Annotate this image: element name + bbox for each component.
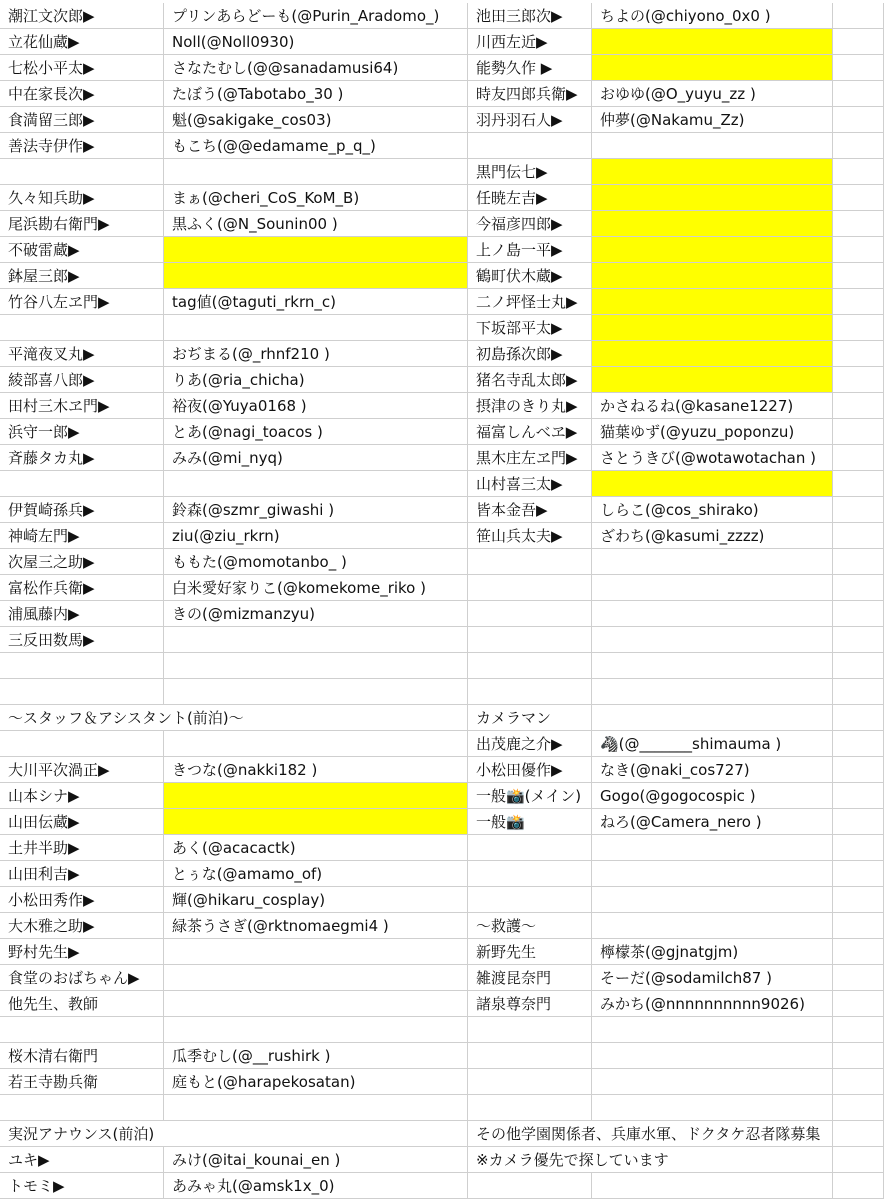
table-row: [0, 1095, 884, 1121]
cell-character[interactable]: [0, 1017, 164, 1043]
table-row: [0, 211, 884, 237]
cell-extra[interactable]: [833, 1069, 884, 1095]
cell-character[interactable]: 大川平次渦正▶: [0, 757, 164, 783]
cell-extra[interactable]: [833, 341, 884, 367]
cell-cast-b[interactable]: [592, 367, 833, 393]
cell-cast[interactable]: ziu(@ziu_rkrn): [164, 523, 468, 549]
cell-character-b[interactable]: 笹山兵太夫▶: [468, 523, 592, 549]
table-row: [0, 55, 884, 81]
table-row: [0, 549, 884, 575]
table-row: [0, 289, 884, 315]
cell-extra[interactable]: [833, 471, 884, 497]
table-row: [0, 263, 884, 289]
cell-cast-b[interactable]: 猫葉ゆず(@yuzu_poponzu): [592, 419, 833, 445]
cell-character-b[interactable]: その他学園関係者、兵庫水軍、ドクタケ忍者隊募集: [468, 1121, 592, 1147]
cell-cast-b[interactable]: [592, 211, 833, 237]
table-row: [0, 419, 884, 445]
cell-character-b[interactable]: カメラマン: [468, 705, 592, 731]
cell-character[interactable]: 小松田秀作▶: [0, 887, 164, 913]
cell-character[interactable]: 食満留三郎▶: [0, 107, 164, 133]
cell-character-b[interactable]: 鶴町伏木蔵▶: [468, 263, 592, 289]
table-row: [0, 315, 884, 341]
cell-cast[interactable]: [164, 809, 468, 835]
cell-character[interactable]: 伊賀崎孫兵▶: [0, 497, 164, 523]
cell-character[interactable]: 潮江文次郎▶: [0, 3, 164, 29]
cell-cast-b[interactable]: [592, 29, 833, 55]
table-row: [0, 627, 884, 653]
cell-extra[interactable]: [833, 913, 884, 939]
cell-extra[interactable]: [833, 445, 884, 471]
cell-character-b[interactable]: 池田三郎次▶: [468, 3, 592, 29]
cell-extra[interactable]: [833, 575, 884, 601]
cell-character[interactable]: ユキ▶: [0, 1147, 164, 1173]
cell-character-b[interactable]: 〜救護〜: [468, 913, 592, 939]
cell-cast-b[interactable]: [592, 471, 833, 497]
cell-character-b[interactable]: 諸泉尊奈門: [468, 991, 592, 1017]
cell-character[interactable]: 山田利吉▶: [0, 861, 164, 887]
cell-cast-b[interactable]: [592, 289, 833, 315]
cell-extra[interactable]: [833, 497, 884, 523]
cell-character[interactable]: 斉藤タカ丸▶: [0, 445, 164, 471]
cell-cast[interactable]: [164, 315, 468, 341]
table-row: [0, 679, 884, 705]
table-row: [0, 965, 884, 991]
cell-cast[interactable]: [164, 263, 468, 289]
cell-character[interactable]: 野村先生▶: [0, 939, 164, 965]
cell-extra[interactable]: [833, 1095, 884, 1121]
cell-character-b[interactable]: 雑渡昆奈門: [468, 965, 592, 991]
cell-character-b[interactable]: 任暁左吉▶: [468, 185, 592, 211]
cell-cast[interactable]: 白米愛好家りこ(@komekome_riko ): [164, 575, 468, 601]
cell-cast[interactable]: さなたむし(@@sanadamusi64): [164, 55, 468, 81]
cell-cast[interactable]: きの(@mizmanzyu): [164, 601, 468, 627]
cell-character-b[interactable]: 下坂部平太▶: [468, 315, 592, 341]
cell-extra[interactable]: [833, 289, 884, 315]
cell-character[interactable]: 三反田数馬▶: [0, 627, 164, 653]
cell-character[interactable]: 浦風藤内▶: [0, 601, 164, 627]
cell-cast[interactable]: 鈴森(@szmr_giwashi ): [164, 497, 468, 523]
cell-extra[interactable]: [833, 367, 884, 393]
table-row: [0, 367, 884, 393]
cell-cast-b[interactable]: おゆゆ(@O_yuyu_zz ): [592, 81, 833, 107]
cell-extra[interactable]: [833, 237, 884, 263]
cell-character-b[interactable]: 皆本金吾▶: [468, 497, 592, 523]
cell-cast[interactable]: [164, 471, 468, 497]
cell-character-b[interactable]: 黒門伝七▶: [468, 159, 592, 185]
cell-character[interactable]: 鉢屋三郎▶: [0, 263, 164, 289]
cell-cast-b[interactable]: [592, 1017, 833, 1043]
table-row: [0, 497, 884, 523]
cell-extra[interactable]: [833, 861, 884, 887]
cell-character[interactable]: 浜守一郎▶: [0, 419, 164, 445]
cell-character-b[interactable]: [468, 835, 592, 861]
cell-extra[interactable]: [833, 133, 884, 159]
table-row: [0, 133, 884, 159]
cell-character[interactable]: 綾部喜八郎▶: [0, 367, 164, 393]
table-row: [0, 159, 884, 185]
cell-character-b[interactable]: 黒木庄左ヱ門▶: [468, 445, 592, 471]
table-row: [0, 341, 884, 367]
cell-cast-b[interactable]: なき(@naki_cos727): [592, 757, 833, 783]
cell-cast-b[interactable]: [592, 1095, 833, 1121]
cell-cast[interactable]: あみゃ丸(@amsk1x_0): [164, 1173, 468, 1199]
cell-cast[interactable]: とあ(@nagi_toacos ): [164, 419, 468, 445]
table-row: [0, 445, 884, 471]
cell-cast[interactable]: [164, 237, 468, 263]
table-row: [0, 81, 884, 107]
cell-cast-b[interactable]: [592, 1069, 833, 1095]
cell-cast-b[interactable]: [592, 887, 833, 913]
cell-cast-b[interactable]: [592, 861, 833, 887]
cell-character-b[interactable]: 能勢久作 ▶: [468, 55, 592, 81]
cell-character[interactable]: トモミ▶: [0, 1173, 164, 1199]
cell-cast[interactable]: みみ(@mi_nyq): [164, 445, 468, 471]
cell-extra[interactable]: [833, 393, 884, 419]
cell-character[interactable]: 大木雅之助▶: [0, 913, 164, 939]
cell-cast-b[interactable]: [592, 601, 833, 627]
cell-cast[interactable]: きつな(@nakki182 ): [164, 757, 468, 783]
cell-cast[interactable]: 庭もと(@harapekosatan): [164, 1069, 468, 1095]
cell-character-b[interactable]: 摂津のきり丸▶: [468, 393, 592, 419]
cell-cast[interactable]: おぢまる(@_rhnf210 ): [164, 341, 468, 367]
cell-cast[interactable]: あく(@acacactk): [164, 835, 468, 861]
table-row: [0, 107, 884, 133]
cell-cast-b[interactable]: しらこ(@cos_shirako): [592, 497, 833, 523]
table-row: [0, 887, 884, 913]
cell-character[interactable]: 田村三木ヱ門▶: [0, 393, 164, 419]
cell-cast[interactable]: みけ(@itai_kounai_en ): [164, 1147, 468, 1173]
cell-cast-b[interactable]: [592, 835, 833, 861]
table-row: [0, 1069, 884, 1095]
table-row: [0, 1173, 884, 1199]
cell-character[interactable]: 他先生、教師: [0, 991, 164, 1017]
cell-character[interactable]: [0, 1095, 164, 1121]
cell-character[interactable]: 山田伝蔵▶: [0, 809, 164, 835]
cell-extra[interactable]: [833, 887, 884, 913]
cell-character-b[interactable]: [468, 627, 592, 653]
table-row: [0, 757, 884, 783]
table-row: [0, 705, 884, 731]
cell-cast[interactable]: [164, 991, 468, 1017]
table-row: [0, 809, 884, 835]
cell-character-b[interactable]: [468, 861, 592, 887]
cell-extra[interactable]: [833, 81, 884, 107]
cell-character-b[interactable]: 川西左近▶: [468, 29, 592, 55]
cell-character-b[interactable]: [468, 1095, 592, 1121]
cell-extra[interactable]: [833, 315, 884, 341]
cell-extra[interactable]: [833, 601, 884, 627]
cell-cast-b[interactable]: 仲夢(@Nakamu_Zz): [592, 107, 833, 133]
cell-cast[interactable]: 緑茶うさぎ(@rktnomaegmi4 ): [164, 913, 468, 939]
cell-cast-b[interactable]: [592, 55, 833, 81]
cell-cast-b[interactable]: [592, 341, 833, 367]
cell-character[interactable]: 立花仙蔵▶: [0, 29, 164, 55]
table-row: [0, 1043, 884, 1069]
cell-character-b[interactable]: 初島孫次郎▶: [468, 341, 592, 367]
cell-character[interactable]: 次屋三之助▶: [0, 549, 164, 575]
cell-cast-b[interactable]: Gogo(@gogocospic ): [592, 783, 833, 809]
cell-cast-b[interactable]: [592, 263, 833, 289]
cell-character[interactable]: 竹谷八左ヱ門▶: [0, 289, 164, 315]
table-row: [0, 523, 884, 549]
table-row: [0, 185, 884, 211]
table-row: [0, 861, 884, 887]
cell-cast-b[interactable]: [592, 237, 833, 263]
cell-cast-b[interactable]: 檸檬茶(@gjnatgjm): [592, 939, 833, 965]
cell-cast-b[interactable]: [592, 575, 833, 601]
cell-character[interactable]: [0, 159, 164, 185]
cell-extra[interactable]: [833, 757, 884, 783]
cell-extra[interactable]: [833, 1121, 884, 1147]
cell-character-b[interactable]: [468, 1173, 592, 1199]
table-row: [0, 3, 884, 29]
cell-cast-b[interactable]: [592, 133, 833, 159]
cell-character-b[interactable]: 羽丹羽石人▶: [468, 107, 592, 133]
cell-cast-b[interactable]: そーだ(@sodamilch87 ): [592, 965, 833, 991]
table-row: [0, 835, 884, 861]
table-row: [0, 1017, 884, 1043]
cell-extra[interactable]: [833, 627, 884, 653]
cell-character-b[interactable]: 猪名寺乱太郎▶: [468, 367, 592, 393]
cell-extra[interactable]: [833, 29, 884, 55]
cell-character-b[interactable]: [468, 1017, 592, 1043]
cell-cast-b[interactable]: [592, 913, 833, 939]
table-row: [0, 237, 884, 263]
cell-character[interactable]: 食堂のおばちゃん▶: [0, 965, 164, 991]
cell-cast[interactable]: [164, 965, 468, 991]
cell-cast-b[interactable]: [592, 549, 833, 575]
table-row: [0, 1147, 884, 1173]
table-row: [0, 575, 884, 601]
cell-extra[interactable]: [833, 185, 884, 211]
cell-character[interactable]: 実況アナウンス(前泊): [0, 1121, 164, 1147]
cell-character-b[interactable]: 一般📸(メイン): [468, 783, 592, 809]
cell-extra[interactable]: [833, 965, 884, 991]
cell-cast-b[interactable]: [592, 679, 833, 705]
cell-cast[interactable]: Noll(@Noll0930): [164, 29, 468, 55]
cell-cast[interactable]: プリンあらどーも(@Purin_Aradomo_): [164, 3, 468, 29]
cell-extra[interactable]: [833, 653, 884, 679]
table-row: [0, 783, 884, 809]
cell-extra[interactable]: [833, 783, 884, 809]
cell-cast-b[interactable]: 🦓(@_______shimauma ): [592, 731, 833, 757]
cell-cast[interactable]: [164, 1095, 468, 1121]
cell-character[interactable]: 久々知兵助▶: [0, 185, 164, 211]
cell-extra[interactable]: [833, 679, 884, 705]
cell-cast[interactable]: [164, 939, 468, 965]
cell-character-b[interactable]: 出茂鹿之介▶: [468, 731, 592, 757]
cell-cast[interactable]: [164, 627, 468, 653]
cell-character[interactable]: 〜スタッフ＆アシスタント(前泊)〜: [0, 705, 164, 731]
cell-character-b[interactable]: 時友四郎兵衛▶: [468, 81, 592, 107]
table-row: [0, 939, 884, 965]
cell-character-b[interactable]: 二ノ坪怪士丸▶: [468, 289, 592, 315]
cell-character[interactable]: 中在家長次▶: [0, 81, 164, 107]
cell-cast[interactable]: [164, 731, 468, 757]
cell-cast[interactable]: [164, 1017, 468, 1043]
cell-cast-b[interactable]: ねろ(@Camera_nero ): [592, 809, 833, 835]
cell-cast[interactable]: [164, 653, 468, 679]
cell-cast-b[interactable]: みかち(@nnnnnnnnnn9026): [592, 991, 833, 1017]
cell-cast[interactable]: りあ(@ria_chicha): [164, 367, 468, 393]
cell-character-b[interactable]: ※カメラ優先で探しています: [468, 1147, 592, 1173]
cell-extra[interactable]: [833, 159, 884, 185]
cell-extra[interactable]: [833, 55, 884, 81]
cell-extra[interactable]: [833, 705, 884, 731]
cell-cast[interactable]: 黒ふく(@N_Sounin00 ): [164, 211, 468, 237]
cell-cast[interactable]: たぼう(@Tabotabo_30 ): [164, 81, 468, 107]
cell-extra[interactable]: [833, 731, 884, 757]
table-row: [0, 393, 884, 419]
table-row: [0, 29, 884, 55]
cell-cast[interactable]: 輝(@hikaru_cosplay): [164, 887, 468, 913]
cell-cast-b[interactable]: かさねるね(@kasane1227): [592, 393, 833, 419]
cell-character[interactable]: 七松小平太▶: [0, 55, 164, 81]
cell-character[interactable]: 山本シナ▶: [0, 783, 164, 809]
cell-character[interactable]: 桜木清右衛門: [0, 1043, 164, 1069]
cell-cast[interactable]: [164, 1121, 468, 1147]
cell-extra[interactable]: [833, 211, 884, 237]
cell-character-b[interactable]: 一般📸: [468, 809, 592, 835]
table-row: [0, 1121, 884, 1147]
cell-extra[interactable]: [833, 1173, 884, 1199]
cell-cast-b[interactable]: [592, 1173, 833, 1199]
cell-character-b[interactable]: [468, 1069, 592, 1095]
cell-cast-b[interactable]: [592, 1043, 833, 1069]
table-row: [0, 653, 884, 679]
cell-cast[interactable]: [164, 783, 468, 809]
cell-extra[interactable]: [833, 1017, 884, 1043]
cell-extra[interactable]: [833, 523, 884, 549]
cell-cast[interactable]: tag値(@taguti_rkrn_c): [164, 289, 468, 315]
cell-extra[interactable]: [833, 835, 884, 861]
table-row: [0, 471, 884, 497]
cell-cast[interactable]: ももた(@momotanbo_ ): [164, 549, 468, 575]
cell-character-b[interactable]: 山村喜三太▶: [468, 471, 592, 497]
cell-extra[interactable]: [833, 419, 884, 445]
cell-cast[interactable]: もこち(@@edamame_p_q_): [164, 133, 468, 159]
cell-extra[interactable]: [833, 549, 884, 575]
cell-extra[interactable]: [833, 809, 884, 835]
cell-character[interactable]: [0, 315, 164, 341]
cell-cast-b[interactable]: さとうきび(@wotawotachan ): [592, 445, 833, 471]
cell-character[interactable]: 富松作兵衛▶: [0, 575, 164, 601]
cell-character-b[interactable]: 福富しんべヱ▶: [468, 419, 592, 445]
table-row: [0, 601, 884, 627]
cell-character-b[interactable]: 今福彦四郎▶: [468, 211, 592, 237]
cell-cast[interactable]: [164, 159, 468, 185]
cell-character[interactable]: 神崎左門▶: [0, 523, 164, 549]
cell-character-b[interactable]: [468, 653, 592, 679]
cell-character[interactable]: [0, 731, 164, 757]
cell-character-b[interactable]: [468, 133, 592, 159]
cell-cast[interactable]: 裕夜(@Yuya0168 ): [164, 393, 468, 419]
cell-extra[interactable]: [833, 1147, 884, 1173]
cell-cast-b[interactable]: [592, 653, 833, 679]
cell-character-b[interactable]: [468, 679, 592, 705]
cell-cast-b[interactable]: [592, 185, 833, 211]
cell-character[interactable]: [0, 471, 164, 497]
cell-character-b[interactable]: 新野先生: [468, 939, 592, 965]
cell-cast[interactable]: 魁(@sakigake_cos03): [164, 107, 468, 133]
cell-cast-b[interactable]: [592, 159, 833, 185]
table-row: [0, 731, 884, 757]
cell-cast-b[interactable]: ざわち(@kasumi_zzzz): [592, 523, 833, 549]
cell-character[interactable]: [0, 679, 164, 705]
cell-extra[interactable]: [833, 1043, 884, 1069]
cell-character[interactable]: 善法寺伊作▶: [0, 133, 164, 159]
cell-character-b[interactable]: [468, 601, 592, 627]
cell-character[interactable]: 不破雷蔵▶: [0, 237, 164, 263]
cell-character[interactable]: 若王寺勘兵衛: [0, 1069, 164, 1095]
cell-cast[interactable]: とぅな(@amamo_of): [164, 861, 468, 887]
cell-cast-b[interactable]: [592, 315, 833, 341]
cell-cast-b[interactable]: ちよの(@chiyono_0x0 ): [592, 3, 833, 29]
cell-extra[interactable]: [833, 107, 884, 133]
cell-cast-b[interactable]: [592, 627, 833, 653]
cell-cast[interactable]: まぁ(@cheri_CoS_KoM_B): [164, 185, 468, 211]
cell-character[interactable]: 平滝夜叉丸▶: [0, 341, 164, 367]
cell-extra[interactable]: [833, 939, 884, 965]
cell-character[interactable]: 尾浜勘右衛門▶: [0, 211, 164, 237]
cell-character-b[interactable]: [468, 887, 592, 913]
cell-extra[interactable]: [833, 991, 884, 1017]
cell-character[interactable]: [0, 653, 164, 679]
cell-character-b[interactable]: [468, 575, 592, 601]
table-row: [0, 991, 884, 1017]
cell-cast[interactable]: [164, 679, 468, 705]
cell-extra[interactable]: [833, 263, 884, 289]
cell-character-b[interactable]: [468, 1043, 592, 1069]
cell-cast-b[interactable]: [592, 705, 833, 731]
cell-character-b[interactable]: 小松田優作▶: [468, 757, 592, 783]
cell-extra[interactable]: [833, 3, 884, 29]
cell-cast[interactable]: 瓜季むし(@__rushirk ): [164, 1043, 468, 1069]
cell-character-b[interactable]: 上ノ島一平▶: [468, 237, 592, 263]
cell-character-b[interactable]: [468, 549, 592, 575]
cell-character[interactable]: 土井半助▶: [0, 835, 164, 861]
table-row: [0, 913, 884, 939]
